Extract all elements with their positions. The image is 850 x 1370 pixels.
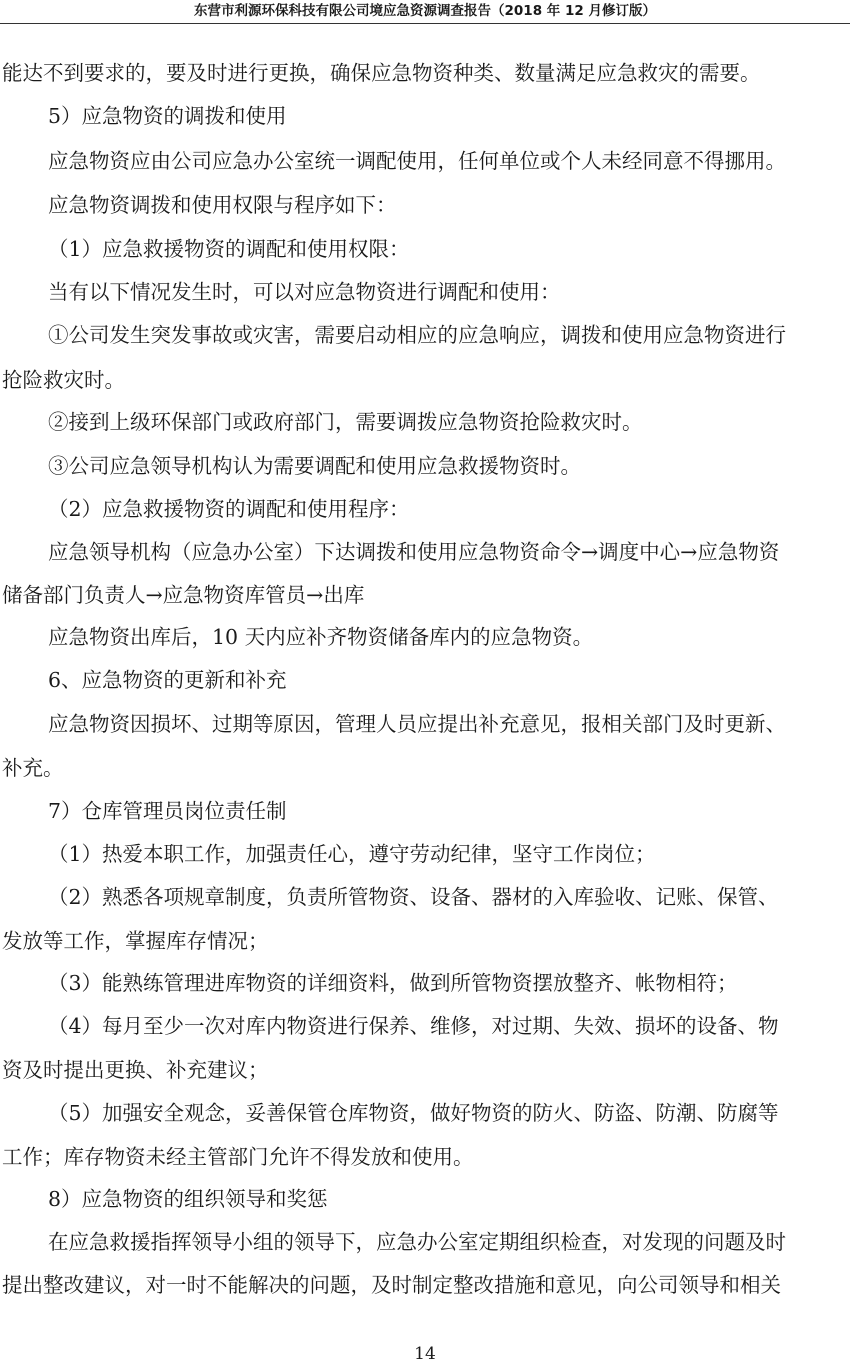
text-line: 在应急救援指挥领导小组的领导下，应急办公室定期组织检查，对发现的问题及时 (48, 1230, 786, 1254)
text-line: （1）应急救援物资的调配和使用权限： (48, 237, 410, 261)
text-line: ①公司发生突发事故或灾害，需要启动相应的应急响应，调拨和使用应急物资进行 (48, 323, 786, 347)
text-line: 应急领导机构（应急办公室）下达调拨和使用应急物资命令→调度中心→应急物资 (48, 540, 780, 564)
text-line: 补充。 (2, 756, 64, 780)
text-line: ③公司应急领导机构认为需要调配和使用应急救援物资时。 (48, 454, 581, 478)
text-line: 6、应急物资的更新和补充 (48, 668, 287, 692)
text-line: 应急物资调拨和使用权限与程序如下： (48, 193, 397, 217)
text-line: 抢险救灾时。 (2, 368, 125, 392)
text-line: 资及时提出更换、补充建议； (2, 1058, 269, 1082)
text-line: 当有以下情况发生时，可以对应急物资进行调配和使用： (48, 280, 561, 304)
text-line: 发放等工作，掌握库存情况； (2, 929, 269, 953)
text-line: ②接到上级环保部门或政府部门，需要调拨应急物资抢险救灾时。 (48, 410, 643, 434)
text-line: 5）应急物资的调拨和使用 (48, 104, 287, 128)
text-line: 7）仓库管理员岗位责任制 (48, 799, 287, 823)
text-line: 能达不到要求的，要及时进行更换，确保应急物资种类、数量满足应急救灾的需要。 (2, 61, 761, 85)
text-line: （3）能熟练管理进库物资的详细资料，做到所管物资摆放整齐、帐物相符； (48, 971, 738, 995)
page-header: 东营市利源环保科技有限公司境应急资源调查报告（2018 年 12 月修订版） (194, 3, 656, 19)
page-number: 14 (414, 1344, 436, 1364)
text-line: 应急物资应由公司应急办公室统一调配使用，任何单位或个人未经同意不得挪用。 (48, 149, 786, 173)
text-line: 应急物资出库后，10 天内应补齐物资储备库内的应急物资。 (48, 625, 594, 649)
text-line: 提出整改建议，对一时不能解决的问题，及时制定整改措施和意见，向公司领导和相关 (2, 1273, 781, 1297)
text-line: 工作；库存物资未经主管部门允许不得发放和使用。 (2, 1145, 474, 1169)
text-line: 储备部门负责人→应急物资库管员→出库 (2, 583, 365, 607)
text-line: （2）熟悉各项规章制度，负责所管物资、设备、器材的入库验收、记账、保管、 (48, 885, 779, 909)
text-line: （4）每月至少一次对库内物资进行保养、维修，对过期、失效、损坏的设备、物 (48, 1014, 779, 1038)
text-line: 应急物资因损坏、过期等原因，管理人员应提出补充意见，报相关部门及时更新、 (48, 712, 786, 736)
text-line: （5）加强安全观念，妥善保管仓库物资，做好物资的防火、防盗、防潮、防腐等 (48, 1101, 779, 1125)
text-line: （2）应急救援物资的调配和使用程序： (48, 497, 410, 521)
text-line: （1）热爱本职工作，加强责任心，遵守劳动纪律，坚守工作岗位； (48, 842, 656, 866)
text-line: 8）应急物资的组织领导和奖惩 (48, 1187, 328, 1211)
